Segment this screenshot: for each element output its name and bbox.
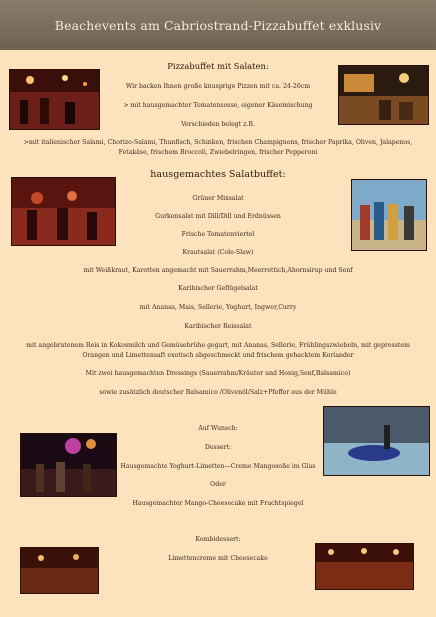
page-title: Beachevents am Cabriostrand-Pizzabuffet exklusiv <box>54 17 382 33</box>
photo-beach-bar-right-top <box>338 65 429 125</box>
salad-item: mit angebratenem Reis in Kokosmilch und Gemüsebrühe gegart, mit Ananas, Sellerie, Frühlingszwiebeln, mit gepresstem <box>26 342 410 349</box>
pizza-heading: Pizzabuffet mit Salaten: <box>167 61 269 71</box>
pizza-line: > mit hausgemachter Tomatensosse, eigener Käsemischung <box>123 102 313 109</box>
dessert-or: Oder <box>210 481 226 488</box>
dessert-wish: Auf Wunsch: <box>198 425 238 432</box>
salad-item: Gurkensalat mit Dill/Dill und Erdnüssen <box>155 213 281 220</box>
salad-item: Karibischer Reissalat <box>184 323 252 330</box>
menu-page <box>0 50 436 617</box>
salad-item: mit Ananas, Mais, Sellerie, Yoghurt, Ingwer,Curry <box>139 304 297 311</box>
photo-dinner-hall-right <box>315 543 414 590</box>
salad-item: Karibischer Geflügelsalat <box>178 285 258 292</box>
combo-dessert-label: Kombidessert: <box>195 536 241 543</box>
combo-dessert: Limettencreme mit Cheesecake <box>168 555 268 562</box>
pizza-line: Verschieden belegt z.B. <box>181 121 255 128</box>
salad-item: sowie zusätzlich deutscher Balsamico /Olivenöl/Salz+Pfeffer aus der Mühle <box>99 389 337 396</box>
salad-item: Grüner Mixsalat <box>192 195 244 202</box>
pizza-line: >mit italienischer Salami, Chorizo-Salami, Thunfisch, Schinken, frischen Champignons, frischer Paprika, Oliven, Jalapenos, <box>23 139 413 146</box>
salad-item: mit Weißkraut, Karotten angemacht mit Sauerrahm,Meerrettich,Ahornsirup und Senf <box>83 267 353 274</box>
salad-item: Krautsalat (Cole-Slaw) <box>182 249 254 256</box>
salad-item: Frische Tomatenviertel <box>181 231 255 238</box>
salad-item: Mit zwei hausgemachten Dressings (Sauerrahm/Kräuter und Honig,Senf,Balsamico) <box>85 370 351 377</box>
salad-item: Orangen und Limettensaft exotisch abgeschmeckt und frischem gehacktem Koriander <box>82 352 354 359</box>
dessert-label: Dessert: <box>204 444 232 451</box>
pizza-line: Fetakäse, frischem Broccoli, Zwiebelringen, frischer Pepperoni <box>118 149 318 156</box>
header-bar <box>0 0 436 50</box>
dessert-option: Hausgemachter Mango-Cheesecake mit Fruchtspiegel <box>132 500 304 507</box>
salad-heading: hausgemachtes Salatbuffet: <box>150 169 286 180</box>
pizza-line: Wir backen Ihnen große knusprige Pizzen mit ca. 24-26cm <box>125 83 311 90</box>
dessert-option: Hausgemachte Yoghurt-Limetten—Creme Mangosoße im Glas <box>120 463 316 470</box>
